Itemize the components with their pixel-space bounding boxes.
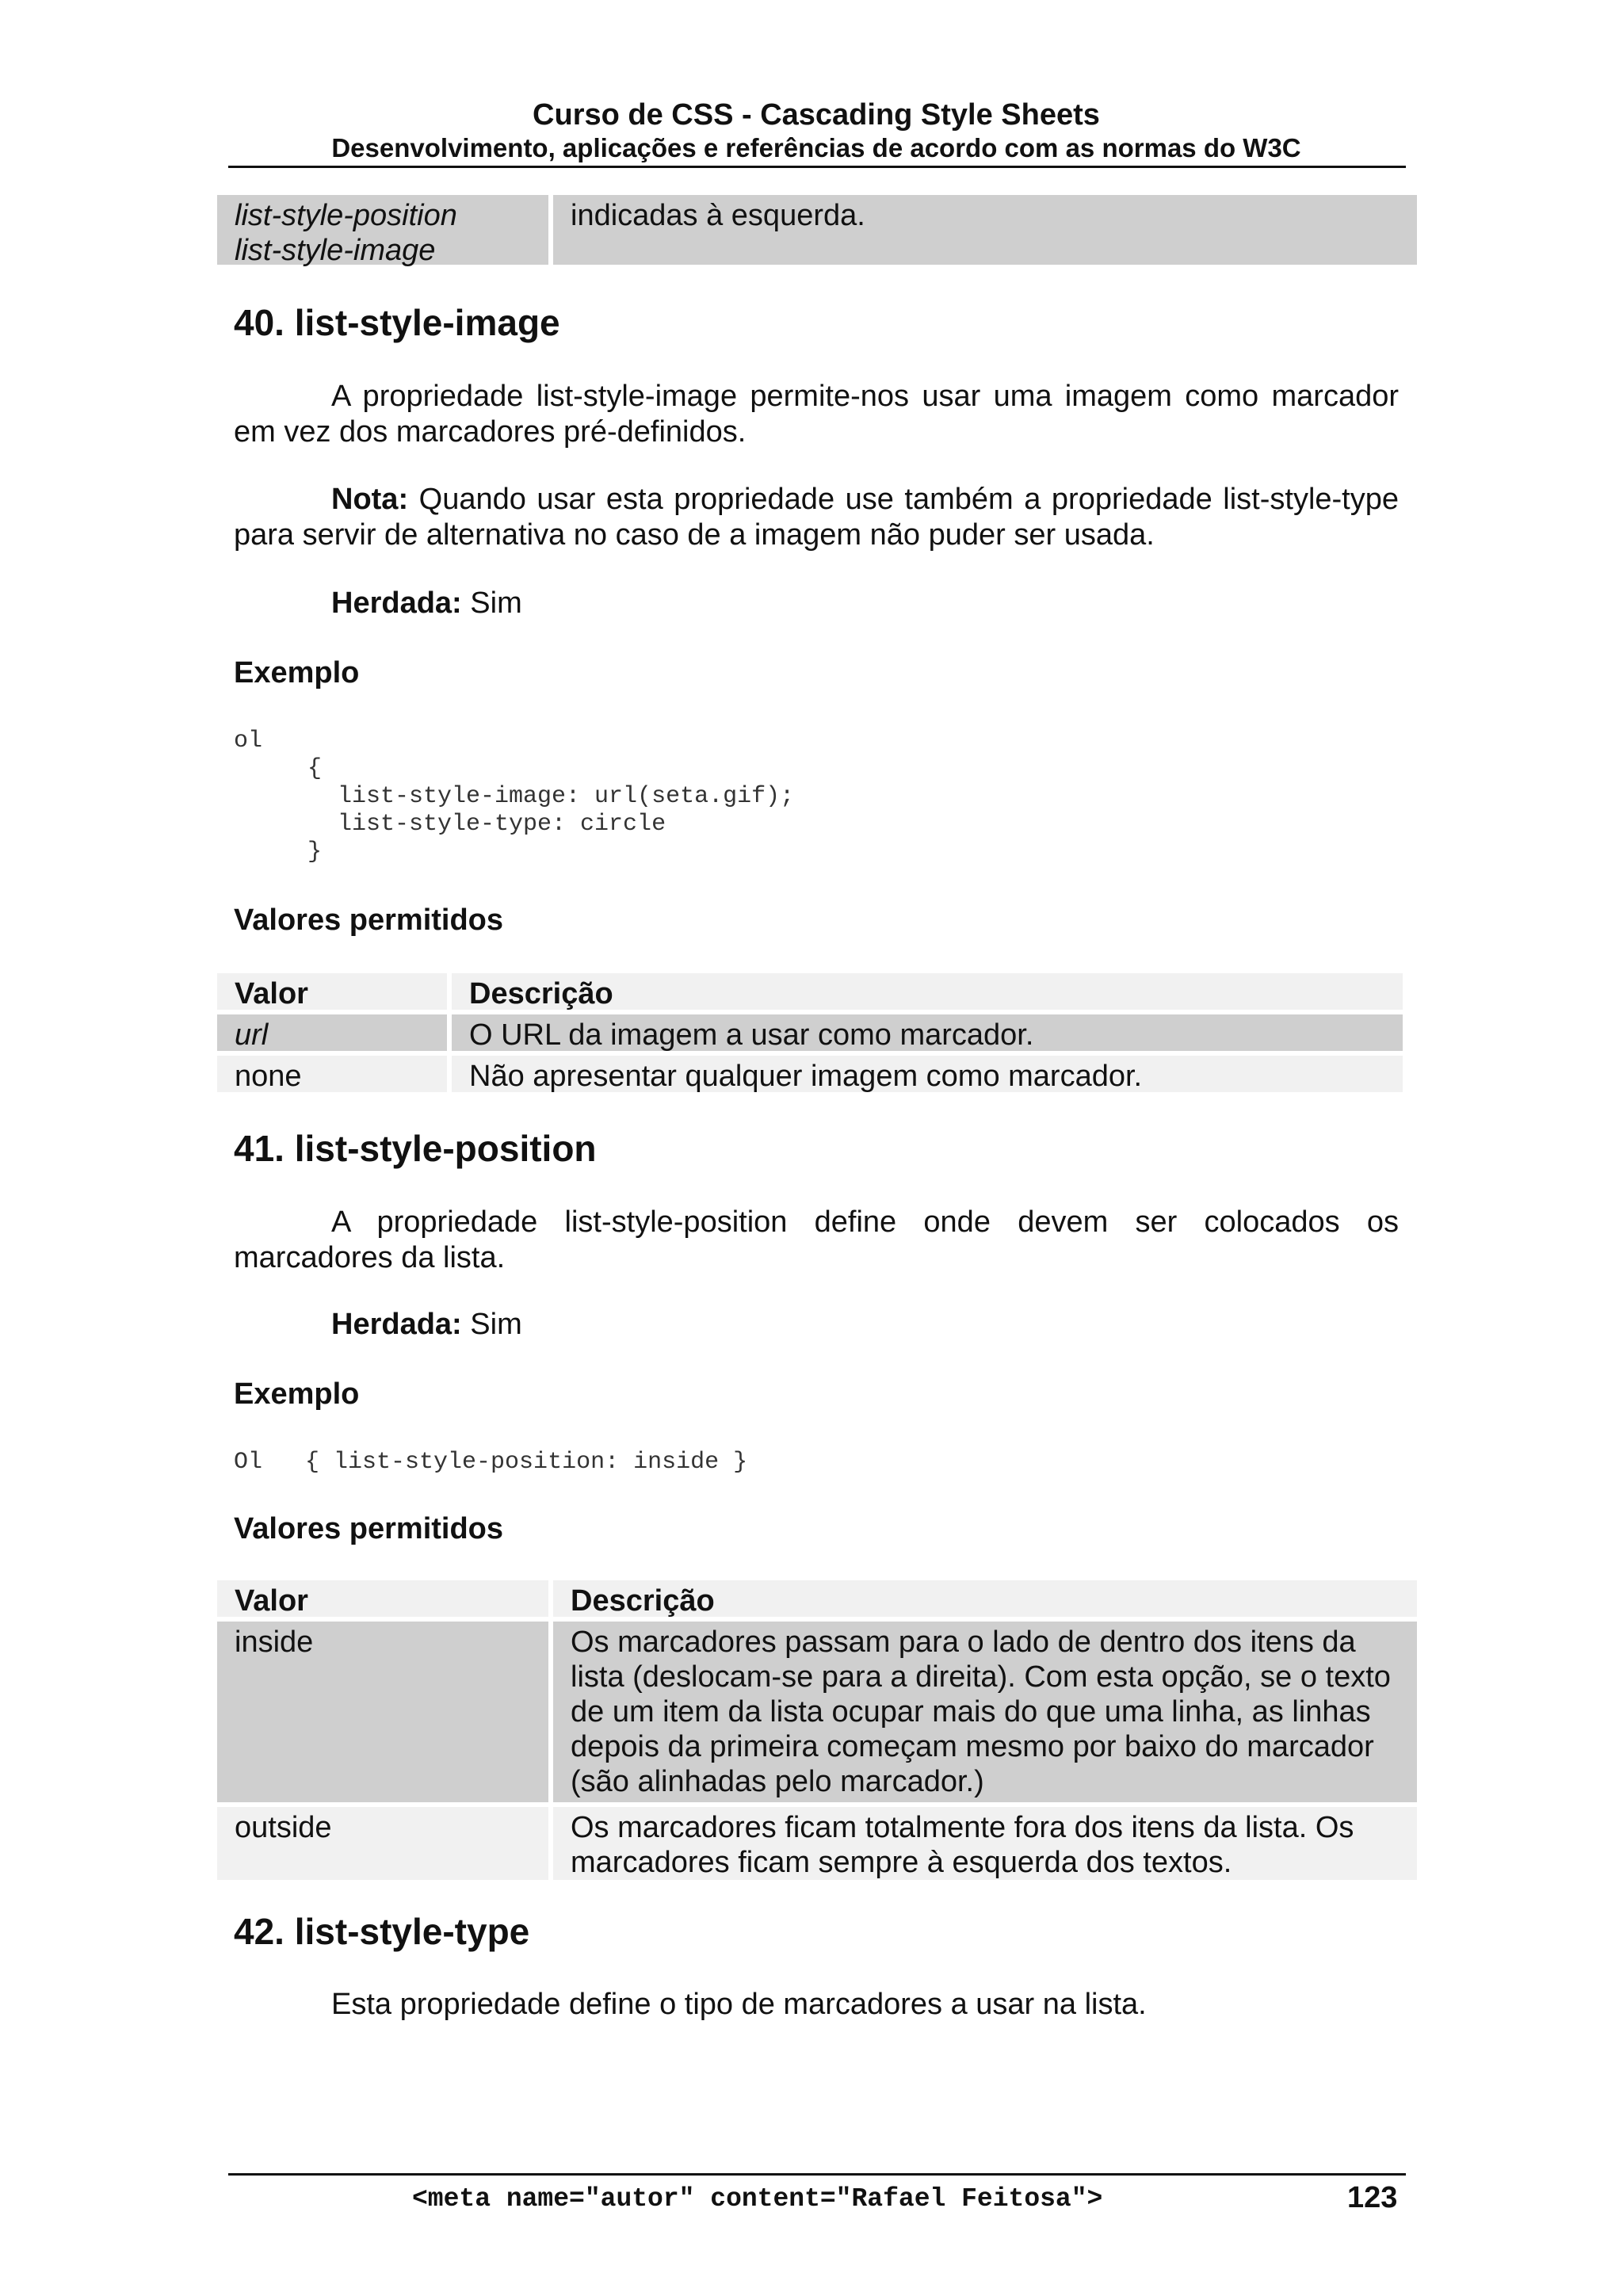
- section-41-paragraph-text: A propriedade list-style-position define onde devem ser colocados os marcadores da lista.: [234, 1205, 1399, 1274]
- code-line: list-style-image: url(seta.gif);: [338, 783, 795, 810]
- section-40-paragraph: [234, 379, 1399, 450]
- section-41-heading: 41. list-style-position: [234, 1128, 597, 1169]
- table-header-description: Descrição: [452, 973, 1403, 1010]
- section-40-note: [234, 482, 1399, 553]
- table-cell-value: inside: [217, 1622, 548, 1802]
- document-subtitle: Desenvolvimento, aplicações e referências de acordo com as normas do W3C: [331, 133, 1301, 162]
- inherited-label: Herdada:: [331, 586, 462, 620]
- footer-author-meta: <meta name="autor" content="Rafael Feitosa">: [412, 2184, 1103, 2214]
- code-line: {: [307, 755, 323, 782]
- page-number: 123: [1347, 2181, 1398, 2214]
- table-cell-value: outside: [217, 1807, 548, 1880]
- section-40-inherited: [331, 586, 522, 621]
- section-41-paragraph: [234, 1205, 1399, 1276]
- table-header-value: Valor: [217, 1580, 548, 1617]
- section-41-example-heading: Exemplo: [234, 1377, 360, 1411]
- table-cell-description: Não apresentar qualquer imagem como marcador.: [452, 1056, 1403, 1092]
- inherited-label: Herdada:: [331, 1308, 462, 1341]
- top-table-value-line2: list-style-image: [235, 234, 436, 267]
- table-cell-description: O URL da imagem a usar como marcador.: [452, 1014, 1403, 1051]
- section-41-inherited: [331, 1308, 522, 1342]
- note-text: Quando usar esta propriedade use também a propriedade list-style-type para servir de alternativa no caso de a imagem não puder ser usada.: [234, 483, 1399, 552]
- table-cell-description: Os marcadores passam para o lado de dentro dos itens da lista (deslocam-se para a direita). Com esta opção, se o texto de um item da lista ocupar mais do que uma linha, as linhas depois da primeira começam mesmo por baixo do marcador (são alinhadas pelo marcador.): [553, 1622, 1417, 1802]
- section-40-heading: 40. list-style-image: [234, 302, 560, 343]
- section-42-heading: 42. list-style-type: [234, 1911, 530, 1952]
- top-table-description-text: indicadas à esquerda.: [571, 199, 865, 232]
- section-40-paragraph-text: A propriedade list-style-image permite-nos usar uma imagem como marcador em vez dos marcadores pré-definidos.: [234, 380, 1399, 449]
- top-table-cell-description: [553, 195, 1417, 265]
- table-cell-value: none: [217, 1056, 447, 1092]
- code-line: Ol { list-style-position: inside }: [234, 1449, 748, 1476]
- inherited-value: Sim: [461, 586, 522, 620]
- table-header-description: Descrição: [553, 1580, 1417, 1617]
- section-40-values-heading: Valores permitidos: [234, 904, 504, 937]
- code-line: ol: [234, 728, 263, 755]
- top-table-cell-value: [217, 195, 548, 265]
- table-cell-description: Os marcadores ficam totalmente fora dos itens da lista. Os marcadores ficam sempre à esquerda dos textos.: [553, 1807, 1417, 1880]
- document-title: Curso de CSS - Cascading Style Sheets: [533, 98, 1100, 132]
- section-40-example-heading: Exemplo: [234, 656, 360, 690]
- code-line: }: [307, 839, 323, 865]
- inherited-value: Sim: [461, 1308, 522, 1341]
- note-label: Nota:: [331, 483, 409, 516]
- table-cell-value: url: [217, 1014, 447, 1051]
- header-rule: [228, 166, 1406, 168]
- footer-rule: [228, 2173, 1406, 2176]
- section-41-values-heading: Valores permitidos: [234, 1512, 504, 1545]
- top-table-value-line1: list-style-position: [235, 199, 457, 232]
- table-header-value: Valor: [217, 973, 447, 1010]
- section-42-paragraph: Esta propriedade define o tipo de marcadores a usar na lista.: [331, 1988, 1147, 2021]
- code-line: list-style-type: circle: [338, 811, 666, 838]
